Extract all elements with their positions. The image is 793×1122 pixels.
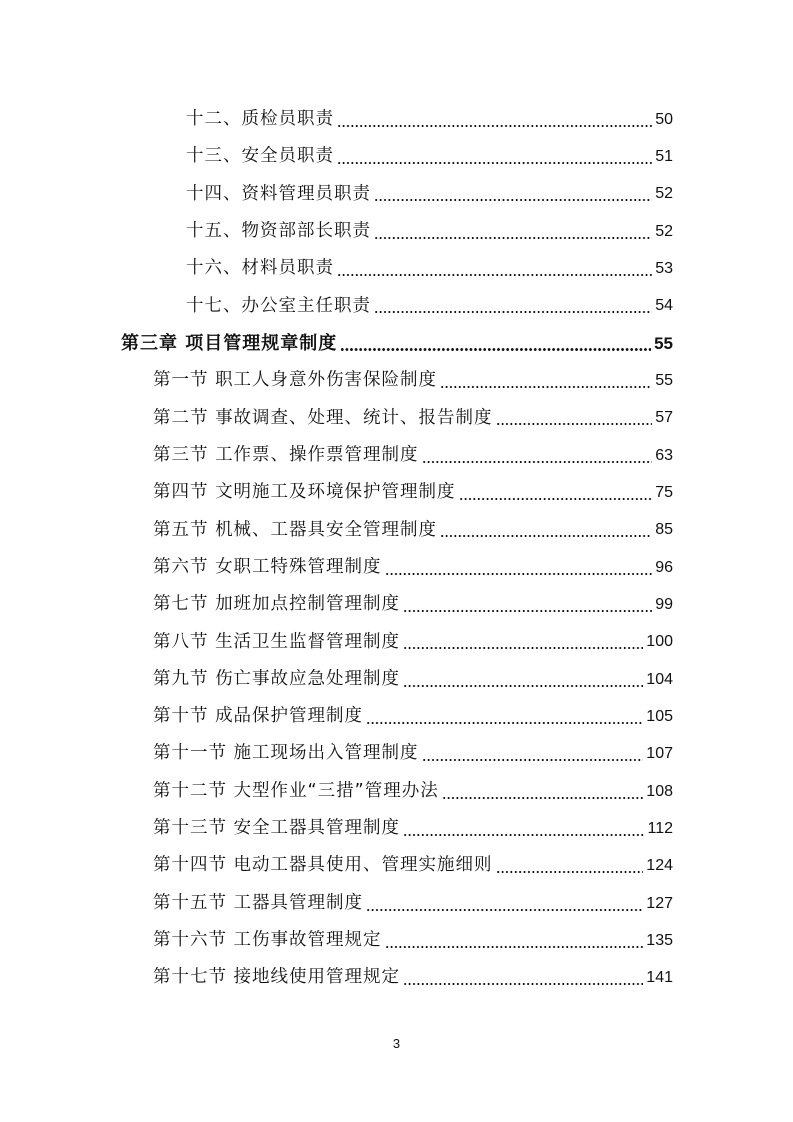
dot-leader <box>403 983 643 985</box>
toc-entry[interactable] <box>153 400 673 437</box>
toc-entry[interactable] <box>153 661 673 698</box>
toc-entry-page: 108 <box>646 782 673 800</box>
toc-entry-page: 55 <box>654 334 673 354</box>
dot-leader <box>403 610 652 612</box>
toc-entry-page: 99 <box>655 595 673 613</box>
toc-entry-label: 十五、物资部部长职责 <box>186 220 371 241</box>
toc-entry[interactable] <box>153 549 673 586</box>
toc-entry-label: 第十一节 施工现场出入管理制度 <box>153 743 419 764</box>
toc-entry-label: 第七节 加班加点控制管理制度 <box>153 594 401 615</box>
toc-entry-label: 十二、质检员职责 <box>186 108 334 129</box>
dot-leader <box>374 237 652 239</box>
dot-leader <box>403 647 643 649</box>
toc-entry-label: 第十三节 安全工器具管理制度 <box>153 818 401 839</box>
toc-entry[interactable] <box>186 176 673 213</box>
toc-entry[interactable] <box>186 250 673 287</box>
toc-entry[interactable] <box>186 288 673 325</box>
dot-leader <box>440 386 652 388</box>
dot-leader <box>440 535 652 537</box>
toc-entry-label: 十四、资料管理员职责 <box>186 183 371 204</box>
toc-entry-label: 十六、材料员职责 <box>186 258 334 279</box>
dot-leader <box>459 498 653 500</box>
toc-entry[interactable] <box>153 848 673 885</box>
toc-entry[interactable] <box>153 586 673 623</box>
toc-entry-page: 112 <box>647 819 673 837</box>
toc-entry-page: 141 <box>646 969 673 987</box>
toc-entry-label: 第十节 成品保护管理制度 <box>153 706 364 727</box>
table-of-contents <box>0 101 793 997</box>
toc-entry-page: 96 <box>655 558 673 576</box>
toc-entry[interactable] <box>153 885 673 922</box>
toc-entry-page: 75 <box>655 483 673 501</box>
toc-entry-page: 52 <box>655 185 673 203</box>
toc-entry[interactable] <box>153 474 673 511</box>
toc-entry[interactable] <box>153 922 673 959</box>
dot-leader <box>403 685 643 687</box>
toc-entry-page: 51 <box>655 147 673 165</box>
dot-leader <box>496 871 644 873</box>
toc-entry[interactable] <box>153 437 673 474</box>
toc-entry-page: 104 <box>646 670 673 688</box>
dot-leader <box>374 311 652 313</box>
toc-entry[interactable] <box>153 773 673 810</box>
toc-entry-label: 第十二节 大型作业“三措”管理办法 <box>153 780 439 801</box>
toc-entry-page: 105 <box>646 707 673 725</box>
toc-entry[interactable] <box>153 960 673 997</box>
toc-entry-page: 127 <box>646 894 673 912</box>
dot-leader <box>337 274 652 276</box>
toc-entry-label: 第五节 机械、工器具安全管理制度 <box>153 519 438 540</box>
toc-entry-page: 57 <box>655 409 673 427</box>
toc-entry-page: 54 <box>655 297 673 315</box>
dot-leader <box>340 348 651 351</box>
toc-entry[interactable] <box>153 810 673 847</box>
toc-entry-page: 55 <box>655 371 673 389</box>
toc-entry-page: 50 <box>655 110 673 128</box>
dot-leader <box>366 909 643 911</box>
dot-leader <box>374 199 652 201</box>
toc-entry-label: 第二节 事故调查、处理、统计、报告制度 <box>153 407 493 428</box>
toc-entry[interactable] <box>186 213 673 250</box>
dot-leader <box>422 461 653 463</box>
toc-entry-label: 第三节 工作票、操作票管理制度 <box>153 444 419 465</box>
dot-leader <box>442 797 644 799</box>
toc-entry-label: 第一节 职工人身意外伤害保险制度 <box>153 370 438 391</box>
dot-leader <box>403 834 644 836</box>
dot-leader <box>366 722 643 724</box>
dot-leader <box>422 759 644 761</box>
toc-entry-label: 第十四节 电动工器具使用、管理实施细则 <box>153 855 493 876</box>
toc-entry[interactable] <box>153 362 673 399</box>
toc-entry-label: 第十七节 接地线使用管理规定 <box>153 967 401 988</box>
dot-leader <box>496 423 653 425</box>
toc-entry-page: 124 <box>646 857 673 875</box>
toc-entry[interactable] <box>153 698 673 735</box>
toc-entry-page: 63 <box>655 446 673 464</box>
toc-entry-label: 十七、办公室主任职责 <box>186 295 371 316</box>
dot-leader <box>337 125 652 127</box>
toc-chapter-entry[interactable] <box>121 325 673 362</box>
toc-entry-page: 85 <box>655 521 673 539</box>
toc-entry-label: 十三、安全员职责 <box>186 146 334 167</box>
toc-entry[interactable] <box>186 101 673 138</box>
dot-leader <box>385 946 644 948</box>
toc-entry[interactable] <box>153 624 673 661</box>
toc-entry-label: 第八节 生活卫生监督管理制度 <box>153 631 401 652</box>
toc-entry-label: 第六节 女职工特殊管理制度 <box>153 556 382 577</box>
toc-entry[interactable] <box>153 512 673 549</box>
toc-entry-label: 第九节 伤亡事故应急处理制度 <box>153 668 401 689</box>
toc-entry-page: 135 <box>646 931 673 949</box>
toc-entry-page: 107 <box>646 745 673 763</box>
toc-entry-page: 52 <box>655 222 673 240</box>
toc-entry-label: 第四节 文明施工及环境保护管理制度 <box>153 482 456 503</box>
dot-leader <box>385 573 653 575</box>
toc-entry-label: 第三章 项目管理规章制度 <box>121 332 338 354</box>
toc-entry[interactable] <box>186 138 673 175</box>
toc-entry-label: 第十五节 工器具管理制度 <box>153 892 364 913</box>
toc-entry-page: 100 <box>646 633 673 651</box>
toc-entry[interactable] <box>153 736 673 773</box>
page-number: 3 <box>392 1036 401 1051</box>
toc-entry-page: 53 <box>655 259 673 277</box>
dot-leader <box>337 162 652 164</box>
toc-entry-label: 第十六节 工伤事故管理规定 <box>153 930 382 951</box>
